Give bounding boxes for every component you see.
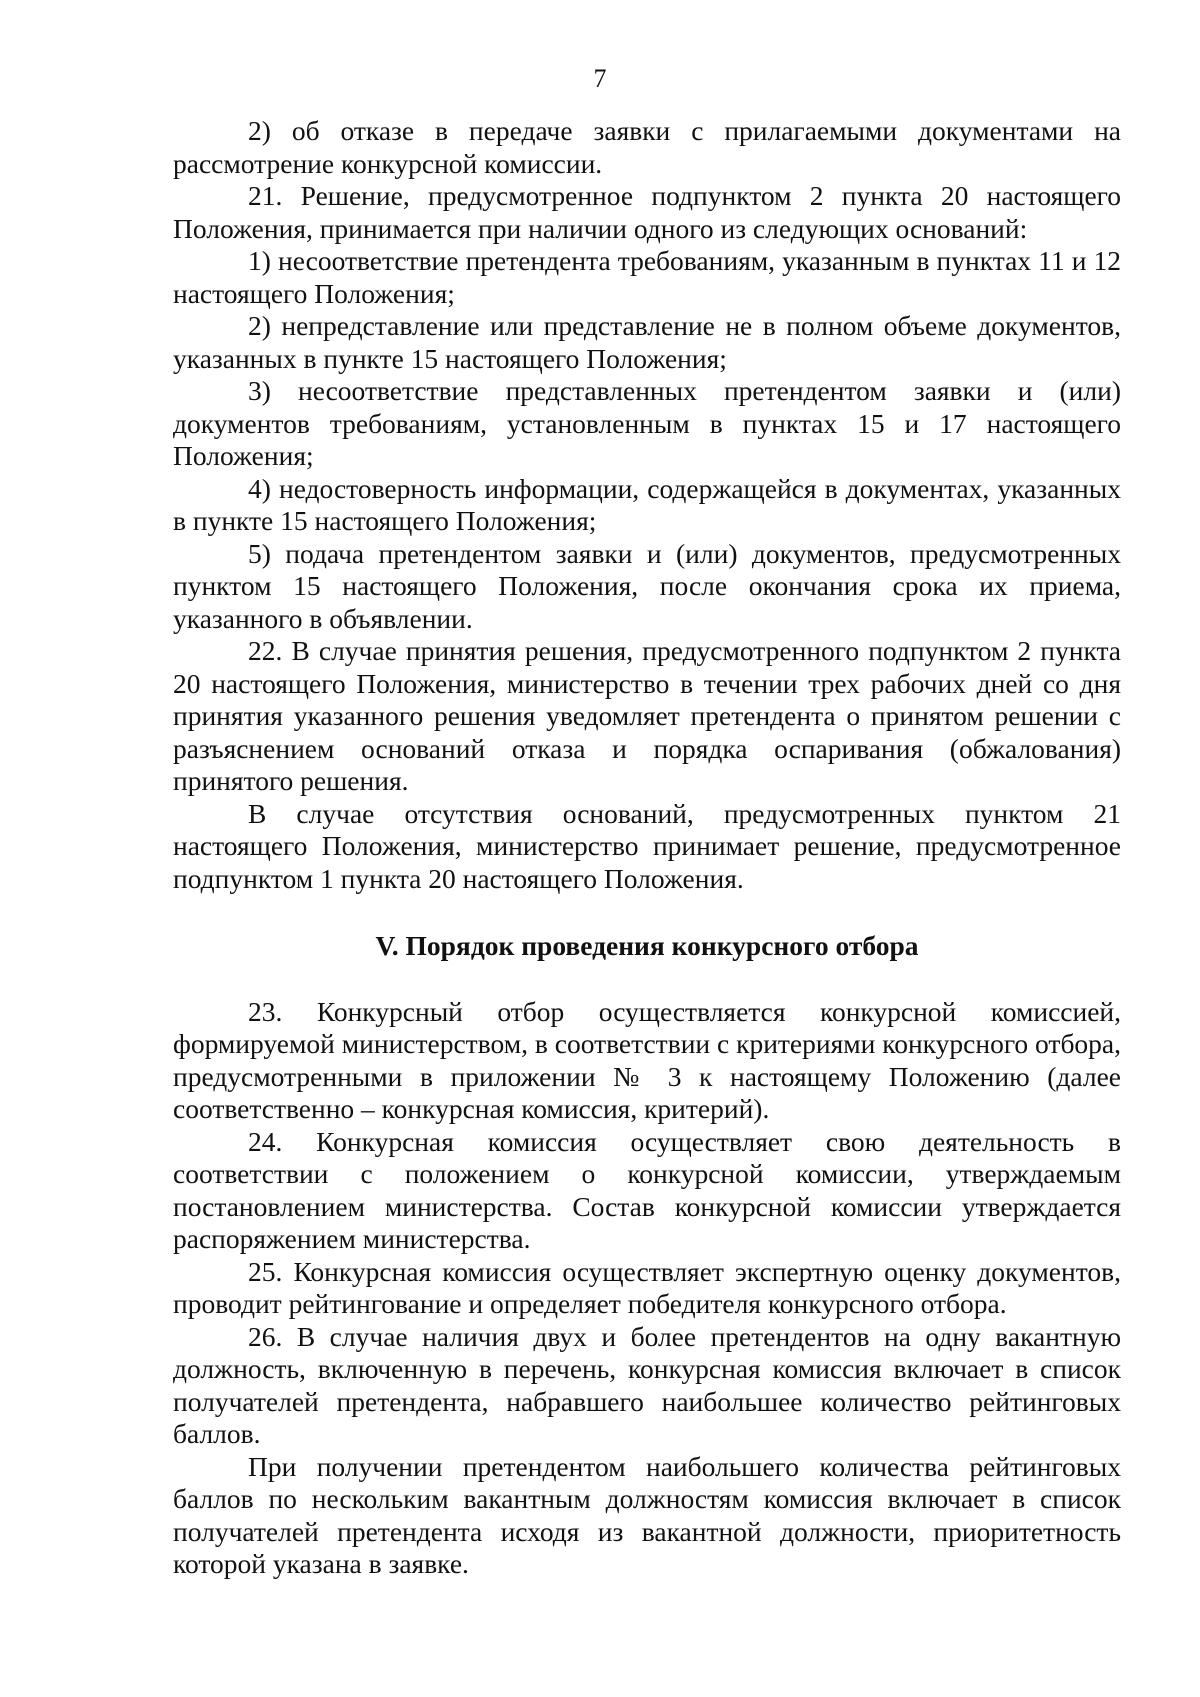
paragraph-26: 26. В случае наличия двух и более претендентов на одну вакантную должность, включенную в перечень, конкурсная комиссия включает в список получателей претендента, набравшего наибольшее количество рейтинговых баллов. [173, 1320, 1121, 1449]
page-number: 7 [593, 64, 607, 93]
section-heading: V. Порядок проведения конкурсного отбора [375, 930, 919, 961]
paragraph-21-item-1: 1) несоответствие претендента требованиям, указанным в пунктах 11 и 12 настоящего Положения; [173, 245, 1121, 309]
paragraph-26-continuation: При получении претендентом наибольшего количества рейтинговых баллов по нескольким вакантным должностям комиссия включает в список получателей претендента исходя из вакантной должности, приоритетность которой указана в заявке. [173, 1450, 1121, 1579]
paragraph-23: 23. Конкурсный отбор осуществляется конкурсной комиссией, формируемой министерством, в соответствии с критериями конкурсного отбора, предусмотренными в приложении № 3 к настоящему Положению (далее соответственно – конкурсная комиссия, критерий). [173, 995, 1122, 1124]
paragraph-24: 24. Конкурсная комиссия осуществляет свою деятельность в соответствии с положением о конкурсной комиссии, утверждаемым постановлением министерства. Состав конкурсной комиссии утверждается распоряжением министерства. [173, 1125, 1121, 1254]
paragraph-21-item-3: 3) несоответствие представленных претендентом заявки и (или) документов требованиям, установленным в пунктах 15 и 17 настоящего Положения; [173, 375, 1121, 471]
paragraph-22-continuation: В случае отсутствия оснований, предусмотренных пунктом 21 настоящего Положения, министерство принимает решение, предусмотренное подпунктом 1 пункта 20 настоящего Положения. [173, 797, 1121, 894]
paragraph-21: 21. Решение, предусмотренное подпунктом 2 пункта 20 настоящего Положения, принимается при наличии одного из следующих оснований: [173, 180, 1121, 244]
paragraph-subitem-2-refusal: 2) об отказе в передаче заявки с прилагаемыми документами на рассмотрение конкурсной комиссии. [173, 115, 1121, 179]
paragraph-21-item-5: 5) подача претендентом заявки и (или) документов, предусмотренных пунктом 15 настоящего Положения, после окончания срока их приема, указанного в объявлении. [173, 537, 1121, 634]
paragraph-25: 25. Конкурсная комиссия осуществляет экспертную оценку документов, проводит рейтингование и определяет победителя конкурсного отбора. [173, 1255, 1121, 1319]
paragraph-22: 22. В случае принятия решения, предусмотренного подпунктом 2 пункта 20 настоящего Положения, министерство в течении трех рабочих дней со дня принятия указанного решения уведомляет претендента о принятом решении с разъяснением оснований отказа и порядка оспаривания (обжалования) принятого решения. [173, 635, 1121, 796]
paragraph-21-item-4: 4) недостоверность информации, содержащейся в документах, указанных в пункте 15 настоящего Положения; [173, 472, 1121, 536]
paragraph-21-item-2: 2) непредставление или представление не в полном объеме документов, указанных в пункте 15 настоящего Положения; [173, 310, 1121, 374]
document-body [173, 115, 1121, 1581]
